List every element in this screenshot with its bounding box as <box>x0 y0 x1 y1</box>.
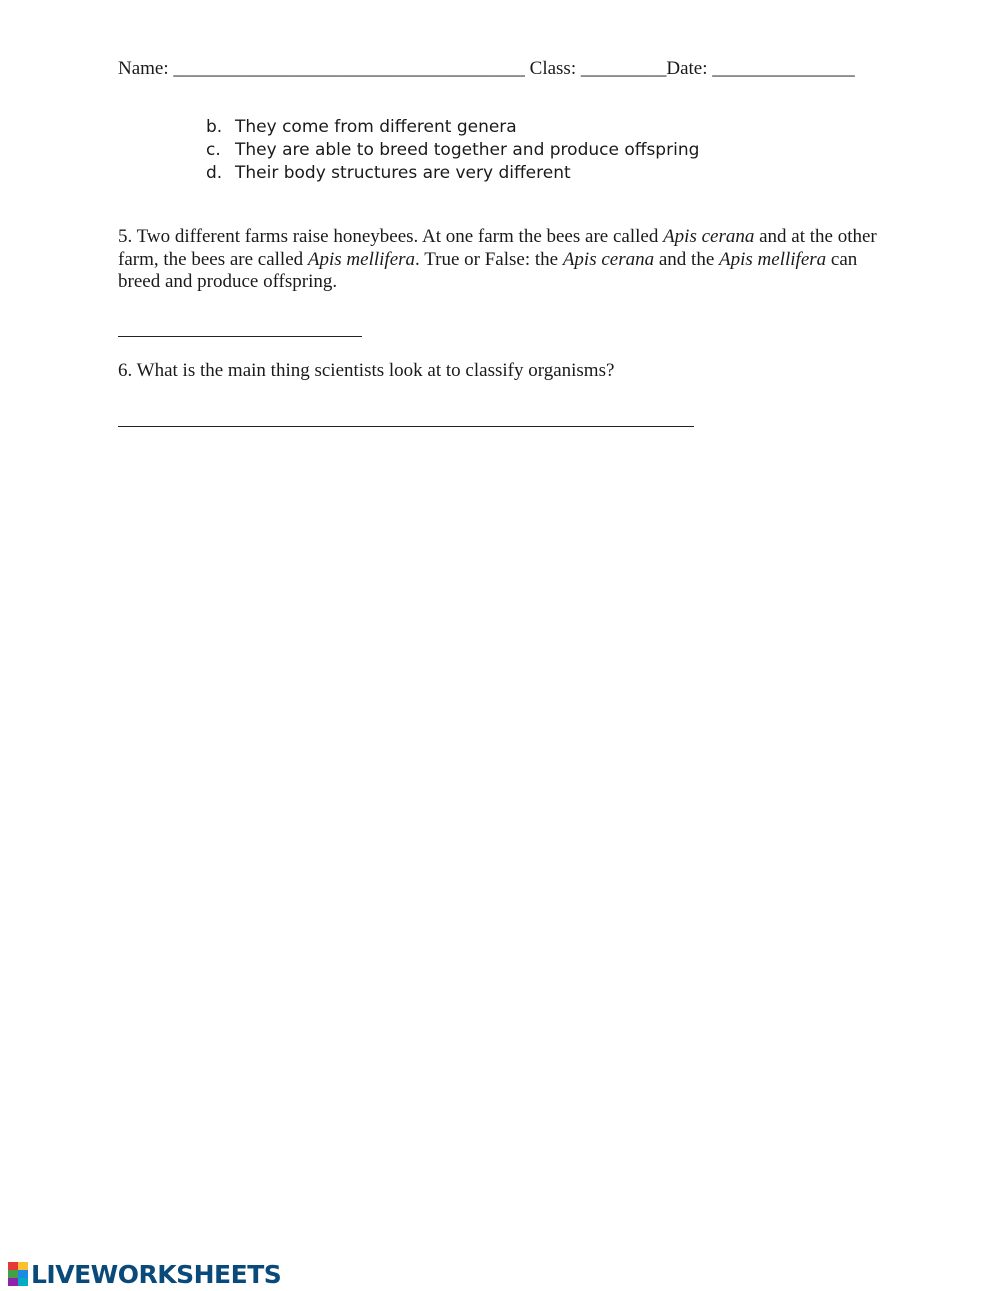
option-text: They are able to breed together and produce offspring <box>235 140 700 160</box>
liveworksheets-blocks-icon <box>8 1262 28 1286</box>
brand-name: LIVEWORKSHEETS <box>31 1259 282 1289</box>
question5-text <box>118 226 878 294</box>
question4-options <box>206 116 699 185</box>
class-label: Class: <box>524 58 581 79</box>
logo-block <box>18 1270 28 1278</box>
species-name: Apis mellifera <box>307 248 416 270</box>
logo-block <box>8 1278 18 1286</box>
question5-part: and at the other farm, the bees are called <box>118 226 877 270</box>
option-c[interactable] <box>206 139 699 162</box>
question6-text: 6. What is the main thing scientists look at to classify organisms? <box>118 360 615 381</box>
species-name: Apis cerana <box>663 226 755 247</box>
option-text: Their body structures are very different <box>235 163 571 183</box>
date-label: Date: <box>666 58 713 79</box>
logo-block <box>8 1262 18 1270</box>
question5-part: and the <box>654 248 720 270</box>
question5-answer-line[interactable] <box>118 336 362 337</box>
option-text: They come from different genera <box>235 117 517 137</box>
logo-block <box>18 1278 28 1286</box>
date-blank[interactable]: _______________ <box>712 58 855 79</box>
species-name: Apis mellifera <box>719 248 827 270</box>
logo-block <box>18 1262 28 1270</box>
class-blank[interactable]: _________ <box>580 58 667 79</box>
species-name: Apis cerana <box>562 248 655 270</box>
liveworksheets-logo <box>8 1260 281 1288</box>
student-info-header <box>118 58 898 80</box>
option-d[interactable] <box>206 162 699 185</box>
name-label: Name: <box>118 58 174 79</box>
name-blank[interactable]: _____________________________________ <box>173 58 525 79</box>
option-letter: d. <box>206 163 223 183</box>
question5-part: can breed and produce offspring. <box>118 248 858 292</box>
question5-part: 5. Two different farms raise honeybees. At one farm the bees are called <box>118 226 664 247</box>
option-b[interactable] <box>206 116 699 139</box>
question6-answer-line[interactable] <box>118 426 694 427</box>
option-letter: b. <box>206 117 223 137</box>
logo-block <box>8 1270 18 1278</box>
question5-part: . True or False: the <box>415 248 563 270</box>
option-letter: c. <box>206 140 221 160</box>
